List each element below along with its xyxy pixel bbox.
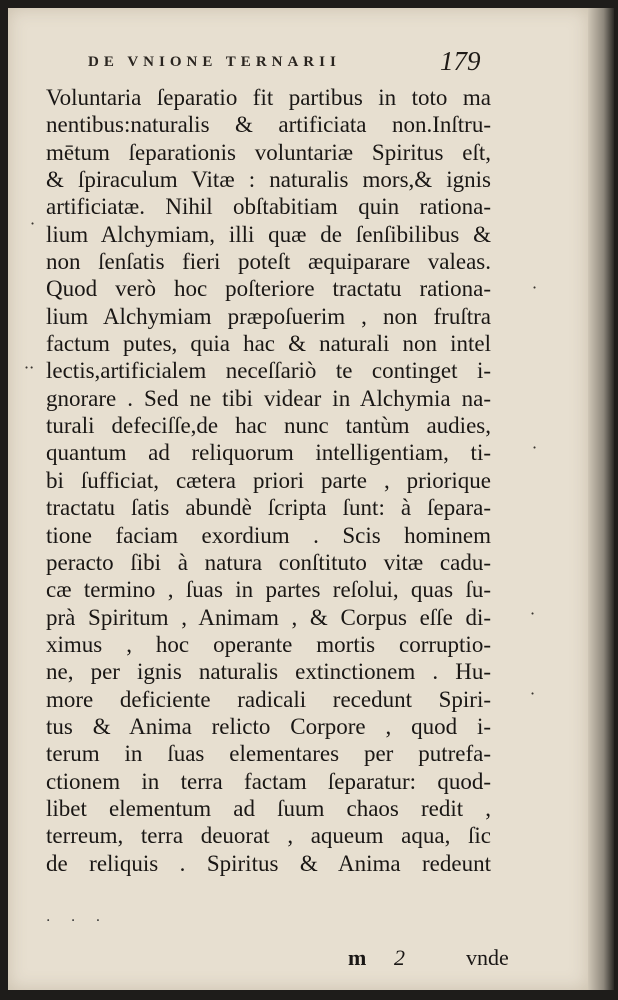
text-line: lectis,artificialem neceſſariò te continget i- (46, 358, 491, 384)
margin-dot: · (532, 278, 538, 297)
text-line: lium Alchymiam, illi quæ de ſenſibilibus & (46, 221, 491, 247)
margin-dot: ·· (24, 358, 35, 377)
text-line: ximus , hoc operante mortis corruptio- (46, 631, 491, 657)
catchword: vnde (466, 945, 509, 970)
text-line: cæ termino , ſuas in partes reſolui, quas ſu- (46, 577, 491, 603)
text-line: gnorare . Sed ne tibi videar in Alchymia na- (46, 385, 491, 411)
text-line: tus & Anima relicto Corpore , quod i- (46, 713, 491, 739)
page-edge-shadow (588, 8, 614, 990)
text-line: terum in ſuas elementares per putrefa- (46, 741, 491, 767)
signature-number: 2 (394, 945, 405, 970)
text-line: & ſpiraculum Vitæ : naturalis mors,& ignis (46, 167, 491, 193)
text-line: Voluntaria ſeparatio fit partibus in toto ma (46, 85, 491, 110)
running-title: DE VNIONE TERNARII (88, 54, 341, 70)
text-line: ctionem in terra factam ſeparatur: quod- (46, 768, 491, 794)
book-page (8, 8, 588, 990)
text-line: turali defeciſſe,de hac nunc tantùm audies, (46, 413, 491, 439)
text-line: artificiatæ. Nihil obſtabitiam quin rationa- (46, 194, 491, 220)
text-line: more deficiente radicali recedunt Spiri- (46, 686, 491, 712)
text-line: de reliquis . Spiritus & Anima redeunt (46, 850, 491, 876)
text-line: non ſenſatis fieri poteſt æquiparare valeas. (46, 249, 491, 275)
text-line: quantum ad reliquorum intelligentiam, ti- (46, 440, 491, 466)
margin-dot: · (530, 604, 536, 623)
text-line: ne, per ignis naturalis extinctionem . Hu- (46, 659, 491, 685)
text-line: tractatu ſatis abundè ſcripta ſunt: à ſepara- (46, 495, 491, 521)
body-text (46, 84, 509, 970)
margin-dot: · (530, 684, 536, 703)
text-line: factum putes, quia hac & naturali non intel (46, 331, 491, 357)
signature-mark: m (348, 945, 367, 970)
text-line: bi ſufficiat, cætera priori parte , priorique (46, 467, 491, 493)
stray-marks: · · · (46, 913, 109, 929)
margin-dot: · (532, 438, 538, 457)
text-line: prà Spiritum , Animam , & Corpus eſſe di- (46, 604, 491, 630)
text-line: tione faciam exordium . Scis hominem (46, 522, 491, 548)
text-line: lium Alchymiam præpoſuerim , non fruſtra (46, 303, 491, 329)
text-line: mētum ſeparationis voluntariæ Spiritus eſt, (46, 139, 491, 165)
page-number: 179 (440, 46, 481, 76)
text-line: peracto ſibi à natura conſtituto vitæ cadu- (46, 549, 491, 575)
margin-dot: · (30, 214, 36, 233)
text-line: Quod verò hoc poſteriore tractatu rationa- (46, 276, 491, 302)
text-line: terreum, terra deuorat , aqueum aqua, ſic (46, 823, 491, 849)
text-line: nentibus:naturalis & artificiata non.Inſtru- (46, 112, 491, 138)
text-line: libet elementum ad ſuum chaos redit , (46, 795, 491, 821)
